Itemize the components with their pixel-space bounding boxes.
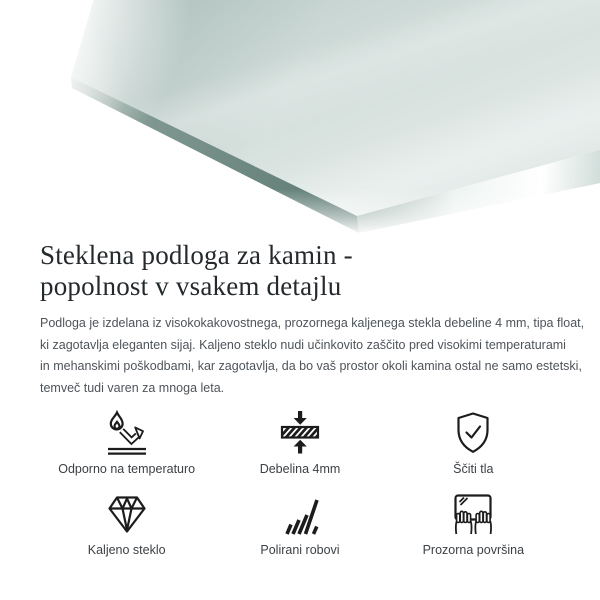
features-grid (40, 409, 560, 557)
intro-line-2: ki zagotavlja eleganten sijaj. Kaljeno steklo nudi učinkovito zaščito pred visokimi temperaturami (40, 337, 566, 352)
diamond-icon (104, 490, 150, 537)
feature-label: Prozorna površina (422, 543, 525, 557)
feature-label: Kaljeno steklo (87, 543, 166, 557)
intro-line-4: temveč tudi varen za mnoga leta. (40, 380, 225, 395)
hero-product-image (0, 0, 600, 236)
feature-label: Ščiti tla (453, 462, 494, 476)
feature-label: Debelina 4mm (259, 462, 341, 476)
feature-thickness-4mm (213, 409, 386, 476)
feature-temperature-resistant (40, 409, 213, 476)
feature-label: Odporno na temperaturo (58, 462, 196, 476)
page-title (40, 240, 560, 302)
page-title-line-2: popolnost v vsakem detajlu (40, 271, 342, 301)
feature-transparent-surface (387, 490, 560, 557)
hands-glass-icon (448, 490, 498, 537)
page-title-line-1: Steklena podloga za kamin - (40, 240, 353, 270)
intro-line-3: in mehanskimi poškodbami, kar zagotavlja, da bo vaš prostor okoli kamina ostal ne samo estetski, (40, 359, 582, 373)
shield-check-icon (453, 409, 493, 456)
thickness-4mm-icon (277, 409, 323, 456)
feature-label: Polirani robovi (260, 543, 340, 557)
feature-polished-edges (213, 490, 386, 557)
feature-protects-floor (387, 409, 560, 476)
intro-paragraph (40, 313, 585, 399)
content-section (0, 240, 600, 557)
feature-tempered-glass (40, 490, 213, 557)
temperature-resistant-icon (104, 409, 150, 456)
polished-edges-icon (280, 490, 320, 537)
intro-line-1: Podloga je izdelana iz visokokakovostnega, prozornega kaljenega stekla debeline 4 mm, tipa float, (40, 316, 585, 330)
